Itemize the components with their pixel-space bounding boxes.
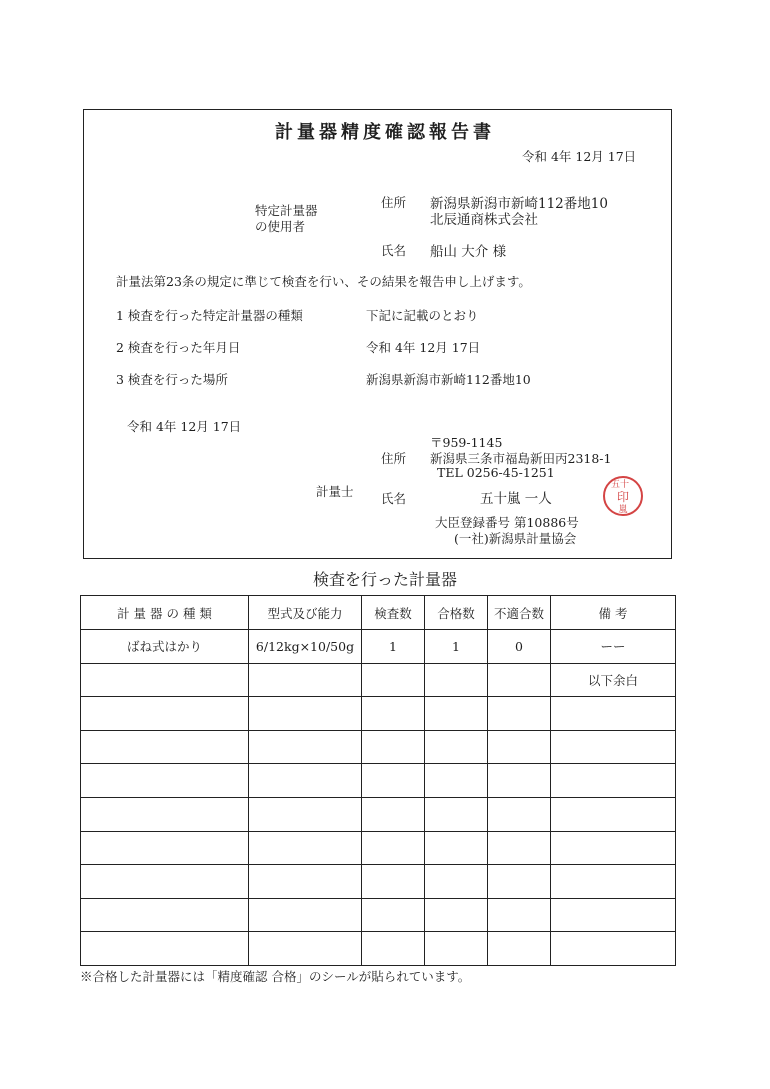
table-cell: [425, 865, 488, 899]
table-cell: 1: [425, 630, 488, 664]
inspection-table: [80, 595, 676, 966]
table-cell: [425, 663, 488, 697]
inspector-name-label: 氏名: [381, 491, 407, 506]
seal-middle: 印: [616, 490, 629, 504]
table-cell: [551, 797, 676, 831]
table-cell: [488, 865, 551, 899]
user-name: 船山 大介 様: [430, 244, 507, 260]
table-cell: [551, 764, 676, 798]
table-cell: [425, 764, 488, 798]
table-cell: [362, 932, 425, 966]
inspector-tel: TEL 0256-45-1251: [437, 465, 555, 480]
address-line2: 北辰通商株式会社: [430, 212, 538, 228]
table-cell: [551, 697, 676, 731]
table-cell: [488, 730, 551, 764]
address-label: 住所: [381, 195, 407, 210]
table-cell: [551, 898, 676, 932]
table-cell: [488, 697, 551, 731]
table-cell: [81, 898, 249, 932]
table-row: [81, 898, 676, 932]
table-cell: [249, 730, 362, 764]
item-3-label: 3 検査を行った場所: [116, 372, 228, 387]
table-row: [81, 932, 676, 966]
header-failed: 不適合数: [488, 596, 551, 630]
table-cell: [249, 663, 362, 697]
registration-number: 大臣登録番号 第10886号: [435, 515, 579, 530]
header-inspected: 検査数: [362, 596, 425, 630]
footnote: ※合格した計量器には「精度確認 合格」のシールが貼られています。: [80, 969, 471, 984]
table-cell: [362, 697, 425, 731]
table-row: [81, 697, 676, 731]
table-cell: [551, 932, 676, 966]
table-cell: 以下余白: [551, 663, 676, 697]
seal-bottom: 嵐: [618, 505, 628, 515]
table-cell: [362, 831, 425, 865]
table-cell: ばね式はかり: [81, 630, 249, 664]
table-cell: [362, 865, 425, 899]
table-row: [81, 730, 676, 764]
table-cell: [362, 764, 425, 798]
table-cell: [551, 730, 676, 764]
address-line1: 新潟県新潟市新崎112番地10: [430, 196, 608, 212]
table-cell: [551, 865, 676, 899]
table-cell: [81, 764, 249, 798]
table-cell: [249, 831, 362, 865]
seal-top: 五十: [611, 480, 630, 490]
report-frame: [83, 109, 672, 559]
report-date: 令和 4年 12月 17日: [522, 149, 637, 164]
table-cell: [488, 764, 551, 798]
report-title: 計量器精度確認報告書: [275, 122, 495, 143]
header-model: 型式及び能力: [249, 596, 362, 630]
table-row: [81, 663, 676, 697]
item-1-value: 下記に記載のとおり: [366, 308, 479, 323]
table-row: [81, 764, 676, 798]
table-cell: 1: [362, 630, 425, 664]
inspector-label: 計量士: [316, 484, 354, 499]
header-type: 計 量 器 の 種 類: [81, 596, 249, 630]
table-cell: [81, 831, 249, 865]
table-cell: [362, 797, 425, 831]
table-cell: [425, 730, 488, 764]
inspector-address: 新潟県三条市福島新田丙2318-1: [430, 451, 612, 466]
postal-code: 〒959-1145: [430, 435, 503, 450]
header-remarks: 備 考: [551, 596, 676, 630]
table-cell: [488, 932, 551, 966]
intro-text: 計量法第23条の規定に準じて検査を行い、その結果を報告申し上げます。: [116, 274, 531, 289]
table-cell: [249, 865, 362, 899]
table-cell: [249, 764, 362, 798]
table-header-row: [81, 596, 676, 630]
table-cell: [488, 898, 551, 932]
table-cell: [425, 898, 488, 932]
table-cell: [81, 797, 249, 831]
table-cell: [81, 697, 249, 731]
table-cell: [362, 730, 425, 764]
user-label-line1: 特定計量器: [255, 203, 318, 218]
association-name: (一社)新潟県計量協会: [454, 531, 577, 546]
table-cell: [249, 697, 362, 731]
user-label-line2: の使用者: [255, 219, 306, 234]
table-cell: [81, 663, 249, 697]
table-cell: [81, 730, 249, 764]
inspector-name: 五十嵐 一人: [480, 491, 552, 507]
table-cell: [425, 831, 488, 865]
table-row: [81, 797, 676, 831]
table-cell: [488, 663, 551, 697]
table-cell: [249, 898, 362, 932]
name-label: 氏名: [381, 243, 407, 258]
table-cell: [81, 865, 249, 899]
table-cell: [81, 932, 249, 966]
header-passed: 合格数: [425, 596, 488, 630]
issue-date: 令和 4年 12月 17日: [127, 419, 242, 434]
inspector-address-label: 住所: [381, 451, 407, 466]
item-1-label: 1 検査を行った特定計量器の種類: [116, 308, 303, 323]
item-3-value: 新潟県新潟市新崎112番地10: [366, 372, 531, 387]
item-2-value: 令和 4年 12月 17日: [366, 340, 481, 355]
table-cell: [249, 932, 362, 966]
seal-stamp: [603, 476, 643, 516]
item-2-label: 2 検査を行った年月日: [116, 340, 241, 355]
table-row: [81, 831, 676, 865]
table-title: 検査を行った計量器: [312, 570, 457, 589]
table-cell: [425, 932, 488, 966]
table-cell: ーー: [551, 630, 676, 664]
table-cell: [551, 831, 676, 865]
table-cell: [425, 697, 488, 731]
table-cell: [249, 797, 362, 831]
table-row: [81, 865, 676, 899]
table-row: [81, 630, 676, 664]
table-cell: [488, 797, 551, 831]
table-cell: [362, 898, 425, 932]
table-cell: [425, 797, 488, 831]
table-cell: 0: [488, 630, 551, 664]
table-cell: 6/12kg×10/50g: [249, 630, 362, 664]
table-cell: [362, 663, 425, 697]
table-cell: [488, 831, 551, 865]
